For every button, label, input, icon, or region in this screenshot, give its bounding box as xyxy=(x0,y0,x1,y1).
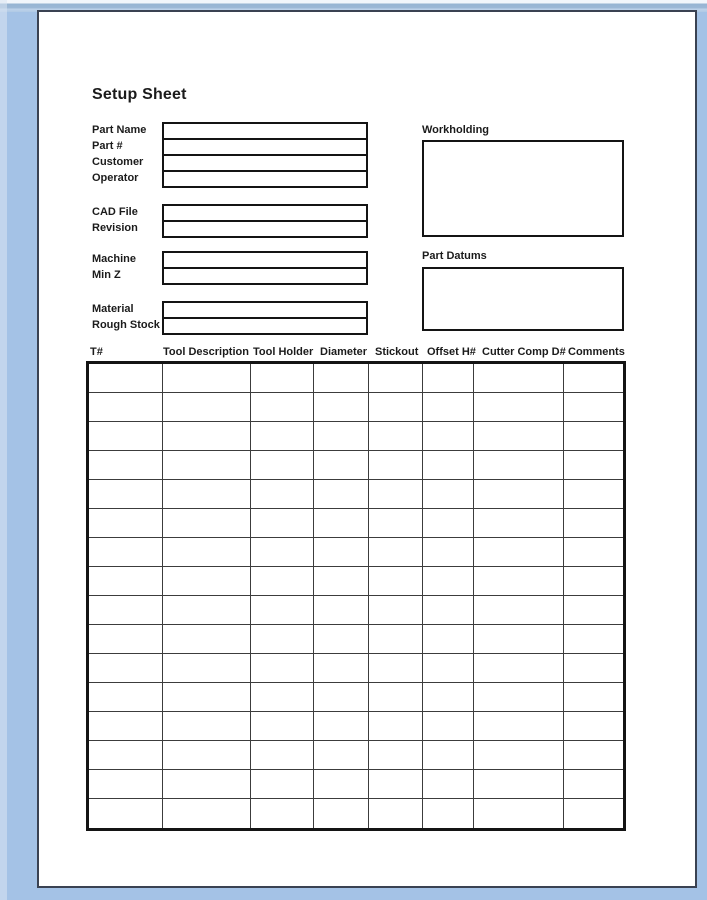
table-cell[interactable] xyxy=(564,712,623,741)
table-cell[interactable] xyxy=(314,683,369,712)
table-cell[interactable] xyxy=(163,538,251,567)
table-cell[interactable] xyxy=(314,509,369,538)
table-cell[interactable] xyxy=(474,625,564,654)
part-name-label: Part Name xyxy=(92,124,147,136)
table-cell[interactable] xyxy=(163,393,251,422)
material-label: Material xyxy=(92,303,134,315)
cad-file-labels xyxy=(92,204,162,238)
table-cell[interactable] xyxy=(163,364,251,393)
operator-label: Operator xyxy=(92,172,139,184)
table-cell[interactable] xyxy=(89,451,163,480)
table-cell[interactable] xyxy=(89,625,163,654)
material-labels xyxy=(92,301,162,335)
table-cell[interactable] xyxy=(251,741,314,770)
table-cell[interactable] xyxy=(474,451,564,480)
table-cell[interactable] xyxy=(564,799,623,828)
table-cell[interactable] xyxy=(474,567,564,596)
cad-file-label: CAD File xyxy=(92,206,138,218)
table-cell[interactable] xyxy=(369,567,423,596)
table-cell[interactable] xyxy=(163,596,251,625)
table-cell[interactable] xyxy=(89,509,163,538)
table-cell[interactable] xyxy=(369,741,423,770)
table-cell[interactable] xyxy=(89,567,163,596)
table-cell[interactable] xyxy=(314,712,369,741)
table-cell[interactable] xyxy=(314,364,369,393)
table-cell[interactable] xyxy=(423,741,474,770)
table-cell[interactable] xyxy=(474,393,564,422)
part-number-label: Part # xyxy=(92,140,123,152)
table-cell[interactable] xyxy=(251,364,314,393)
table-cell[interactable] xyxy=(564,538,623,567)
machine-labels xyxy=(92,251,162,285)
table-cell[interactable] xyxy=(89,393,163,422)
machine-label: Machine xyxy=(92,253,137,265)
table-cell[interactable] xyxy=(423,625,474,654)
material-box xyxy=(162,301,368,335)
table-cell[interactable] xyxy=(474,596,564,625)
table-cell[interactable] xyxy=(564,770,623,799)
table-cell[interactable] xyxy=(251,596,314,625)
table-cell[interactable] xyxy=(251,712,314,741)
table-cell[interactable] xyxy=(163,567,251,596)
table-cell[interactable] xyxy=(474,712,564,741)
table-cell[interactable] xyxy=(163,422,251,451)
table-cell[interactable] xyxy=(474,509,564,538)
table-cell[interactable] xyxy=(89,538,163,567)
col-header-diameter: Diameter xyxy=(320,346,368,358)
table-cell[interactable] xyxy=(474,683,564,712)
table-cell[interactable] xyxy=(251,422,314,451)
workholding-label: Workholding xyxy=(422,124,490,136)
customer-input[interactable] xyxy=(164,156,366,172)
part-datums-label: Part Datums xyxy=(422,250,487,262)
table-cell[interactable] xyxy=(564,625,623,654)
col-header-cutter-comp-d: Cutter Comp D# xyxy=(482,346,566,358)
material-input[interactable] xyxy=(164,303,366,319)
table-cell[interactable] xyxy=(314,480,369,509)
table-cell[interactable] xyxy=(564,480,623,509)
table-cell[interactable] xyxy=(251,538,314,567)
rough-stock-label: Rough Stock xyxy=(92,319,160,331)
table-cell[interactable] xyxy=(89,596,163,625)
table-cell[interactable] xyxy=(369,480,423,509)
table-cell[interactable] xyxy=(369,364,423,393)
window-frame-left xyxy=(0,0,7,900)
table-cell[interactable] xyxy=(251,480,314,509)
table-cell[interactable] xyxy=(163,654,251,683)
table-cell[interactable] xyxy=(163,480,251,509)
cad-file-box xyxy=(162,204,368,238)
machine-box xyxy=(162,251,368,285)
table-cell[interactable] xyxy=(314,393,369,422)
table-cell[interactable] xyxy=(251,654,314,683)
table-cell[interactable] xyxy=(89,770,163,799)
table-cell[interactable] xyxy=(163,741,251,770)
cad-file-group xyxy=(92,204,368,238)
table-cell[interactable] xyxy=(314,770,369,799)
col-header-tool-description: Tool Description xyxy=(163,346,249,358)
table-cell[interactable] xyxy=(163,712,251,741)
table-cell[interactable] xyxy=(564,393,623,422)
table-cell[interactable] xyxy=(369,712,423,741)
part-number-input[interactable] xyxy=(164,140,366,156)
table-cell[interactable] xyxy=(564,451,623,480)
table-cell[interactable] xyxy=(423,538,474,567)
material-group xyxy=(92,301,368,335)
table-cell[interactable] xyxy=(251,799,314,828)
table-cell[interactable] xyxy=(314,596,369,625)
table-cell[interactable] xyxy=(369,596,423,625)
table-cell[interactable] xyxy=(423,799,474,828)
table-cell[interactable] xyxy=(369,625,423,654)
table-cell[interactable] xyxy=(251,567,314,596)
table-cell[interactable] xyxy=(564,654,623,683)
min-z-label: Min Z xyxy=(92,269,121,281)
table-cell[interactable] xyxy=(474,364,564,393)
col-header-comments: Comments xyxy=(568,346,625,358)
part-info-box xyxy=(162,122,368,188)
table-cell[interactable] xyxy=(564,509,623,538)
table-cell[interactable] xyxy=(474,480,564,509)
table-cell[interactable] xyxy=(251,393,314,422)
table-cell[interactable] xyxy=(314,625,369,654)
table-cell[interactable] xyxy=(564,567,623,596)
table-cell[interactable] xyxy=(423,654,474,683)
table-cell[interactable] xyxy=(163,625,251,654)
table-cell[interactable] xyxy=(314,741,369,770)
col-header-offset-h: Offset H# xyxy=(427,346,476,358)
table-cell[interactable] xyxy=(89,364,163,393)
table-cell[interactable] xyxy=(369,799,423,828)
table-cell[interactable] xyxy=(314,654,369,683)
table-cell[interactable] xyxy=(564,364,623,393)
table-cell[interactable] xyxy=(423,480,474,509)
table-cell[interactable] xyxy=(423,364,474,393)
table-cell[interactable] xyxy=(89,712,163,741)
col-header-tool-holder: Tool Holder xyxy=(253,346,314,358)
table-cell[interactable] xyxy=(163,770,251,799)
table-cell[interactable] xyxy=(564,741,623,770)
part-info-labels xyxy=(92,122,162,188)
rough-stock-input[interactable] xyxy=(164,319,366,333)
part-datums-area[interactable] xyxy=(422,267,624,331)
cad-file-input[interactable] xyxy=(164,206,366,222)
table-cell[interactable] xyxy=(89,799,163,828)
part-name-input[interactable] xyxy=(164,124,366,140)
setup-sheet-page xyxy=(37,10,697,888)
table-cell[interactable] xyxy=(163,799,251,828)
table-cell[interactable] xyxy=(423,712,474,741)
table-cell[interactable] xyxy=(423,393,474,422)
table-cell[interactable] xyxy=(251,509,314,538)
operator-input[interactable] xyxy=(164,172,366,186)
table-cell[interactable] xyxy=(163,683,251,712)
col-header-tool-number: T# xyxy=(90,346,103,358)
table-cell[interactable] xyxy=(314,451,369,480)
tool-table xyxy=(86,361,626,831)
table-cell[interactable] xyxy=(474,799,564,828)
col-header-stickout: Stickout xyxy=(375,346,419,358)
table-cell[interactable] xyxy=(474,422,564,451)
table-cell[interactable] xyxy=(369,393,423,422)
machine-group xyxy=(92,251,368,285)
table-cell[interactable] xyxy=(251,451,314,480)
table-cell[interactable] xyxy=(369,770,423,799)
table-cell[interactable] xyxy=(369,451,423,480)
table-cell[interactable] xyxy=(423,422,474,451)
table-cell[interactable] xyxy=(474,654,564,683)
table-cell[interactable] xyxy=(89,683,163,712)
table-cell[interactable] xyxy=(369,422,423,451)
min-z-input[interactable] xyxy=(164,269,366,283)
table-cell[interactable] xyxy=(89,741,163,770)
table-cell[interactable] xyxy=(314,567,369,596)
table-cell[interactable] xyxy=(89,654,163,683)
table-cell[interactable] xyxy=(369,538,423,567)
machine-input[interactable] xyxy=(164,253,366,269)
table-cell[interactable] xyxy=(474,741,564,770)
table-cell[interactable] xyxy=(369,654,423,683)
table-cell[interactable] xyxy=(423,770,474,799)
part-info-group xyxy=(92,122,368,188)
table-cell[interactable] xyxy=(163,451,251,480)
table-cell[interactable] xyxy=(423,509,474,538)
page-title: Setup Sheet xyxy=(92,86,187,103)
table-cell[interactable] xyxy=(564,422,623,451)
customer-label: Customer xyxy=(92,156,144,168)
table-cell[interactable] xyxy=(89,422,163,451)
table-cell[interactable] xyxy=(251,683,314,712)
table-cell[interactable] xyxy=(314,799,369,828)
revision-label: Revision xyxy=(92,222,138,234)
table-cell[interactable] xyxy=(474,770,564,799)
table-cell[interactable] xyxy=(314,538,369,567)
table-cell[interactable] xyxy=(423,567,474,596)
table-cell[interactable] xyxy=(423,596,474,625)
table-cell[interactable] xyxy=(163,509,251,538)
table-cell[interactable] xyxy=(564,683,623,712)
table-cell[interactable] xyxy=(251,625,314,654)
table-cell[interactable] xyxy=(251,770,314,799)
table-cell[interactable] xyxy=(423,451,474,480)
workholding-area[interactable] xyxy=(422,140,624,237)
table-cell[interactable] xyxy=(369,683,423,712)
revision-input[interactable] xyxy=(164,222,366,236)
table-cell[interactable] xyxy=(474,538,564,567)
table-cell[interactable] xyxy=(314,422,369,451)
table-cell[interactable] xyxy=(423,683,474,712)
table-cell[interactable] xyxy=(89,480,163,509)
table-cell[interactable] xyxy=(369,509,423,538)
table-cell[interactable] xyxy=(564,596,623,625)
